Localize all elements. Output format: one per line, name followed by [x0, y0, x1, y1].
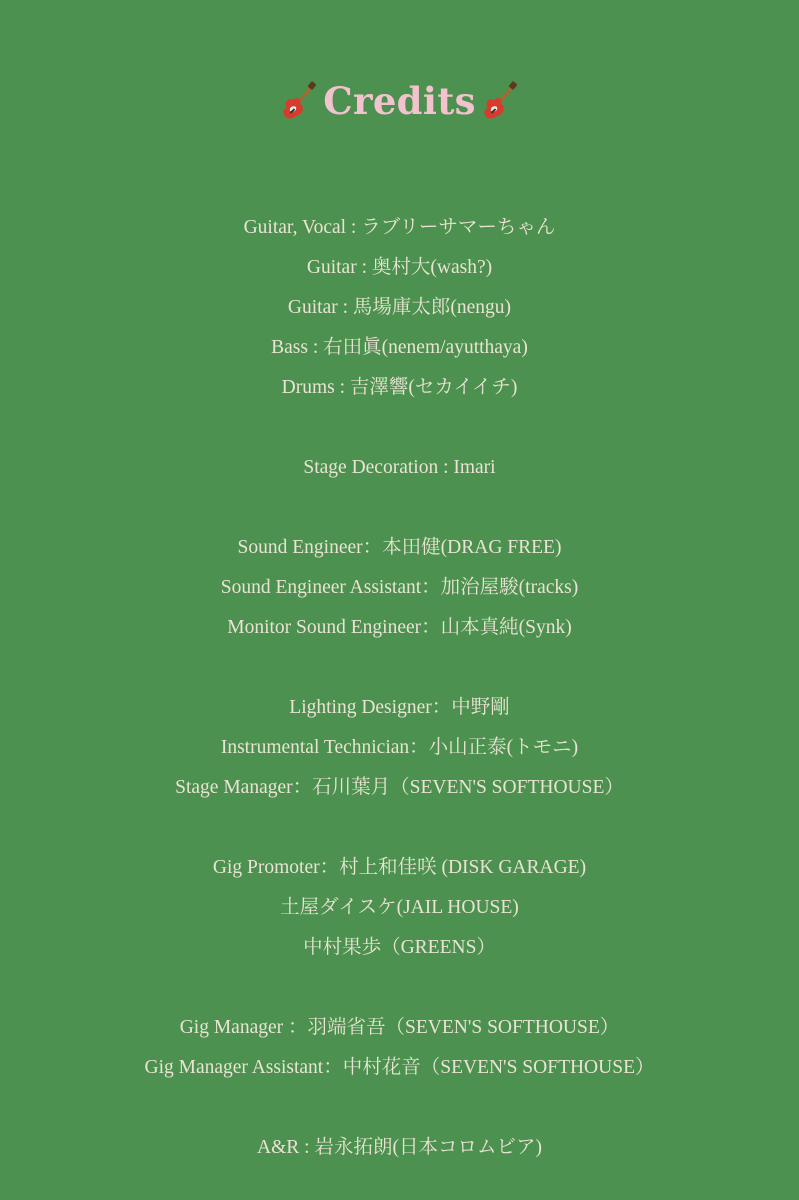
electric-guitar-icon — [281, 81, 317, 121]
spacer — [0, 808, 799, 848]
title-row — [0, 74, 799, 128]
credit-line-stage-manager: Stage Manager：石川葉月（SEVEN'S SOFTHOUSE） — [175, 777, 624, 798]
spacer — [0, 968, 799, 1008]
spacer — [0, 408, 799, 448]
credit-line-stage-decoration: Stage Decoration : Imari — [303, 457, 496, 478]
credit-line-sound-engineer: Sound Engineer：本田健(DRAG FREE) — [237, 537, 562, 558]
credit-line-gig-promoter: Gig Promoter：村上和佳咲 (DISK GARAGE) — [212, 857, 587, 878]
credit-line-guitar-2: Guitar : 馬場庫太郎(nengu) — [287, 297, 512, 318]
credit-line-sound-engineer-assistant: Sound Engineer Assistant：加治屋駿(tracks) — [220, 577, 579, 598]
credit-line-drums: Drums : 吉澤響(セカイイチ) — [281, 377, 518, 398]
credit-line-lighting-designer: Lighting Designer：中野剛 — [289, 697, 510, 718]
electric-guitar-icon — [482, 81, 518, 121]
credit-line-monitor-sound-engineer: Monitor Sound Engineer：山本真純(Synk) — [227, 617, 572, 638]
credit-line-guitar-vocal: Guitar, Vocal : ラブリーサマーちゃん — [243, 217, 556, 238]
credit-line-a-and-r: A&R : 岩永拓朗(日本コロムビア) — [257, 1137, 542, 1158]
page-title: Credits — [323, 79, 476, 123]
spacer — [0, 488, 799, 528]
credit-line-gig-manager-assistant: Gig Manager Assistant：中村花音（SEVEN'S SOFTHOUSE） — [144, 1057, 655, 1078]
credit-line-gig-manager: Gig Manager ：羽端省吾（SEVEN'S SOFTHOUSE） — [179, 1017, 620, 1038]
credit-line-gig-promoter-3: 中村果歩（GREENS） — [303, 937, 496, 958]
credit-line-bass: Bass : 右田眞(nenem/ayutthaya) — [271, 337, 528, 358]
credits-list — [0, 208, 799, 1168]
spacer — [0, 1088, 799, 1128]
credit-line-instrumental-technician: Instrumental Technician：小山正泰(トモニ) — [220, 737, 579, 758]
credit-line-gig-promoter-2: 土屋ダイスケ(JAIL HOUSE) — [280, 897, 519, 918]
credit-line-guitar-1: Guitar : 奥村大(wash?) — [306, 257, 493, 278]
spacer — [0, 648, 799, 688]
